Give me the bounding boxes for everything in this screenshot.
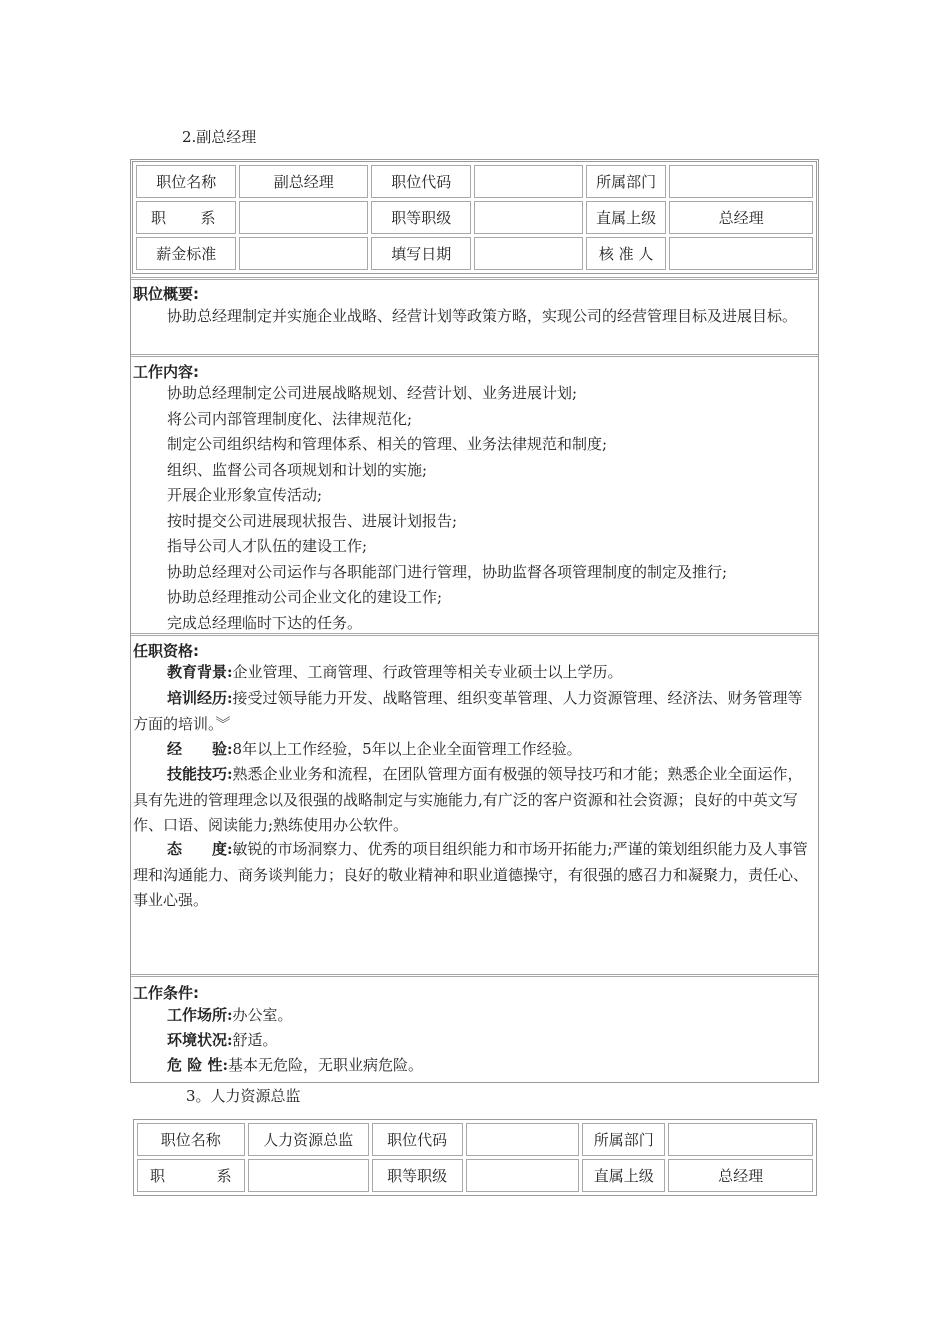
field-value: 8年以上工作经验，5年以上企业全面管理工作经验。	[232, 740, 582, 758]
field-label: 经 验:	[167, 740, 233, 758]
section-divider	[131, 354, 818, 357]
section-divider	[131, 633, 818, 636]
table-cell: 总经理	[669, 201, 813, 234]
qualification-training	[133, 686, 817, 737]
condition-environment	[133, 1028, 817, 1054]
section-divider	[131, 974, 818, 977]
section-divider	[131, 277, 818, 280]
condition-place	[133, 1003, 817, 1029]
table-row	[136, 237, 813, 270]
table-cell: 职等职级	[372, 1159, 463, 1192]
list-item: 协助总经理制定公司进展战略规划、经营计划、业务进展计划;	[167, 384, 578, 402]
duties-title: 工作内容:	[133, 363, 199, 381]
conditions-title: 工作条件:	[133, 984, 199, 1002]
table-cell: 所属部门	[586, 165, 666, 198]
field-label: 技能技巧:	[167, 765, 233, 783]
list-item: 组织、监督公司各项规划和计划的实施;	[167, 460, 428, 479]
field-value: 敏锐的市场洞察力、优秀的项目组织能力和市场开拓能力;严谨的策划组织能力及人事管理和沟通能力、商务谈判能力；良好的敬业精神和职业道德操守，有很强的感召力和凝聚力，责任心、事业心强。	[133, 840, 809, 909]
list-item: 开展企业形象宣传活动;	[167, 486, 323, 504]
qualifications-title: 任职资格:	[133, 642, 199, 660]
table-cell	[466, 1123, 580, 1156]
table-cell: 直属上级	[582, 1159, 665, 1192]
field-label: 环境状况:	[167, 1031, 233, 1049]
list-item: 按时提交公司进展现状报告、进展计划报告;	[167, 511, 458, 530]
list-item: 完成总经理临时下达的任务。	[167, 613, 363, 632]
field-label: 培训经历:	[167, 689, 233, 707]
table-cell	[466, 1159, 580, 1192]
table-cell	[669, 165, 813, 198]
section-2-heading: 2.副总经理	[182, 128, 257, 146]
table-cell	[239, 237, 368, 270]
table-cell: 填写日期	[371, 237, 471, 270]
table-cell: 职位代码	[371, 165, 471, 198]
table-cell	[668, 1123, 813, 1156]
table-cell	[239, 201, 368, 234]
table-cell: 人力资源总监	[248, 1123, 369, 1156]
field-value: 舒适。	[232, 1031, 278, 1049]
table-cell: 核 准 人	[586, 237, 666, 270]
overview-title: 职位概要:	[133, 285, 199, 303]
section-3-heading: 3。人力资源总监	[186, 1087, 301, 1105]
table-cell: 职 系	[136, 201, 236, 234]
field-value: 熟悉企业业务和流程，在团队管理方面有极强的领导技巧和才能；熟悉企业全面运作，具有先进的管理理念以及很强的战略制定与实施能力,有广泛的客户资源和社会资源；良好的中英文写作、口语、阅读能力;熟练使用办公软件。	[133, 765, 803, 834]
qualification-attitude	[133, 837, 817, 914]
table-cell	[474, 201, 582, 234]
list-item: 指导公司人才队伍的建设工作;	[167, 537, 368, 555]
table-cell	[669, 237, 813, 270]
table-cell: 职等职级	[371, 201, 471, 234]
qualification-education	[133, 660, 817, 686]
field-label: 工作场所:	[167, 1006, 233, 1024]
field-value: 接受过领导能力开发、战略管理、组织变革管理、人力资源管理、经济法、财务管理等方面的培训。︾	[133, 689, 803, 733]
field-label: 态 度:	[167, 840, 233, 858]
table-row	[136, 201, 813, 234]
field-value: 办公室。	[232, 1006, 293, 1024]
table-cell: 职位名称	[137, 1123, 245, 1156]
qualification-experience	[133, 737, 817, 763]
table-cell: 薪金标准	[136, 237, 236, 270]
table-row	[137, 1123, 813, 1156]
section-2-info-table	[132, 161, 817, 274]
duties-list	[133, 381, 817, 636]
table-row	[136, 165, 813, 198]
qualification-skills	[133, 762, 817, 839]
field-value: 企业管理、工商管理、行政管理等相关专业硕士以上学历。	[232, 663, 623, 681]
table-cell	[474, 165, 582, 198]
table-cell: 所属部门	[582, 1123, 665, 1156]
table-cell: 职位名称	[136, 165, 236, 198]
list-item: 协助总经理推动公司企业文化的建设工作;	[167, 588, 443, 606]
table-cell: 职 系	[137, 1159, 245, 1192]
table-cell: 总经理	[668, 1159, 813, 1192]
field-value: 基本无危险，无职业病危险。	[227, 1056, 423, 1074]
table-cell	[474, 237, 582, 270]
table-row	[137, 1159, 813, 1192]
table-cell: 直属上级	[586, 201, 666, 234]
field-label: 危 险 性:	[167, 1056, 228, 1074]
overview-text: 协助总经理制定并实施企业战略、经营计划等政策方略，实现公司的经营管理目标及进展目标。	[167, 307, 798, 325]
list-item: 将公司内部管理制度化、法律规范化;	[167, 409, 413, 428]
condition-risk	[133, 1053, 817, 1079]
field-label: 教育背景:	[167, 663, 233, 681]
table-cell: 职位代码	[372, 1123, 463, 1156]
table-cell: 副总经理	[239, 165, 368, 198]
section-3-info-table	[133, 1119, 817, 1196]
list-item: 制定公司组织结构和管理体系、相关的管理、业务法律规范和制度;	[167, 435, 608, 453]
table-cell	[248, 1159, 369, 1192]
list-item: 协助总经理对公司运作与各职能部门进行管理，协助监督各项管理制度的制定及推行;	[167, 562, 728, 581]
